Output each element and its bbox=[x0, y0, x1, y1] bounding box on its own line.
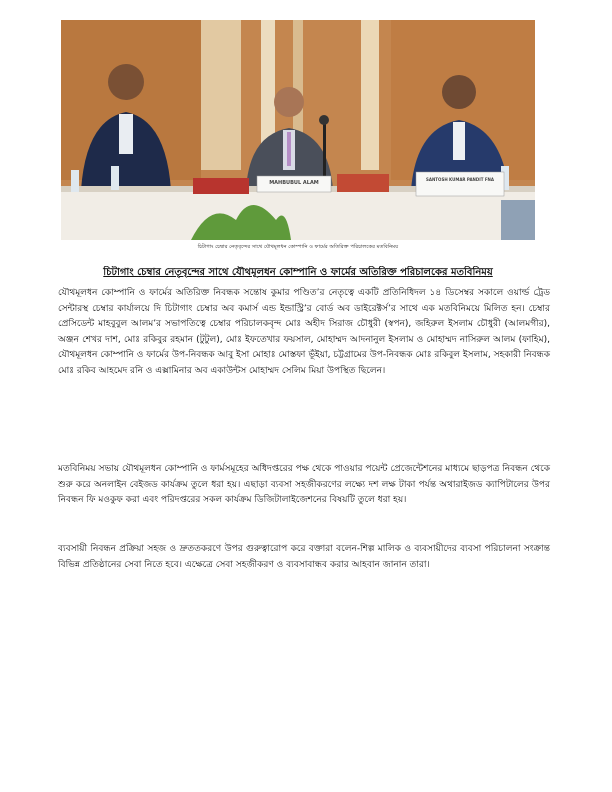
body-paragraph-1 bbox=[58, 286, 550, 379]
nameplate-right: SANTOSH KUMAR PANDIT FNA bbox=[425, 177, 494, 182]
paragraph-text: ব্যবসায়ী নিবন্ধন প্রক্রিয়া সহজ ও দ্রুততকরণে উপর গুরুত্বারোপ করে বক্তারা বলেন-শিল্প মালিক ও ব্যবসায়ীদের ব্যবসা পরিচালনা সংক্রান্ত বিভিন্ন প্রতিষ্ঠানের সেবা নিতে হবে। এক্ষেত্রে সেবা সহজীকরণ ও ব্যবসাবান্ধব করার আহবান জানান তারা। bbox=[58, 544, 550, 570]
nameplate-left: MAHBUBUL ALAM bbox=[269, 180, 319, 186]
photo-caption: চিটাগাং চেম্বার নেতৃবৃন্দের সাথে যৌথমূলধন কোম্পানি ও ফার্মের অতিরিক্ত পরিচালকের মতবিনিময় bbox=[197, 244, 399, 250]
headline: চিটাগাং চেম্বার নেতৃবৃন্দের সাথে যৌথমূলধন কোম্পানি ও ফার্মের অতিরিক্ত পরিচালকের মতবিনিময় bbox=[103, 267, 493, 278]
meeting-photo bbox=[61, 20, 535, 240]
paragraph-text: যৌথমূলধন কোম্পানি ও ফার্মের অতিরিক্ত নিবন্ধক সন্তোষ কুমার পণ্ডিত’র নেতৃত্বে একটি প্রতিনিধিদল ১৪ ডিসেম্বর সকালে ওয়ার্ল্ড ট্রেড সেন্টারস্থ চেম্বার কার্যালয়ে দি চিটাগাং চেম্বার অব কমার্স এন্ড ইন্ডাস্ট্রি’র বোর্ড অব ডাইরেক্টর্স’র সাথে এক মতবিনিময়ে মিলিত হন। চেম্বার প্রেসিডেন্ট মাহবুবুল আলম’র সভাপতিত্বে চেম্বার পরিচালকবৃন্দ মোঃ অহীদ সিরাজ চৌধুরী (স্বপন), জহিরুল ইসলাম চৌধুরী (আলমগীর), অঞ্জন শেখর দাশ, মোঃ রকিবুর রহমান (টুটুল), মোঃ ইফতেখার ফয়সাল, মোহাম্মদ আদনানুল ইসলাম ও মোহাম্মদ নাসিরুল আলম (ফাহিম), যৌথমূলধন কোম্পানি ও ফার্মের উপ-নিবন্ধক আবু ইসা মোহাঃ মোস্তফা ভূঁইয়া, চট্টগ্রামের উপ-নিবন্ধক মোঃ রকিবুল ইসলাম, সহকারী নিবন্ধক মোঃ রকিব আহমেদ রনি ও এক্সামিনার অব একাউন্টস মোহাম্মদ সেলিম মিয়া উপস্থিত ছিলেন। bbox=[58, 288, 550, 376]
body-paragraph-2 bbox=[58, 462, 550, 509]
paragraph-text: মতবিনিময় সভায় যৌথমূলধন কোম্পানি ও ফার্মসমূহের অধিদপ্তরের পক্ষ থেকে পাওয়ার পয়েন্ট প্রেজেন্টেশনের মাধ্যমে ছাড়পত্র নিবন্ধন থেকে শুরু করে অনলাইন বেইজড কার্যক্রম তুলে ধরা হয়। এছাড়া ব্যবসা সহজীকরণের লক্ষ্যে দশ লক্ষ টাকা পর্যন্ত অথারাইজড ক্যাপিটালের উপর নিবন্ধন ফি মওকুফ করা এবং পরিদপ্তরের সকল কার্যক্রম ডিজিটালাইজেশনের বিষয়টি তুলে ধরা হয়। bbox=[58, 464, 550, 505]
body-paragraph-3 bbox=[58, 542, 550, 573]
